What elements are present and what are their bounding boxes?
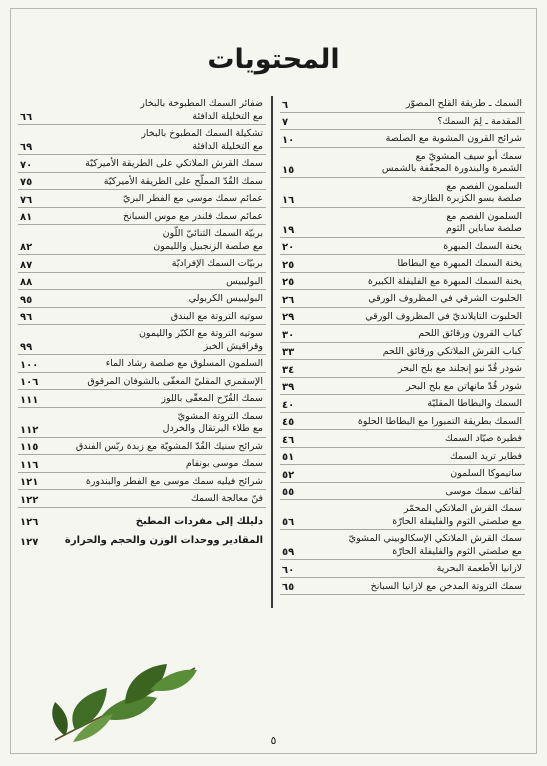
toc-column-left [18,96,266,550]
toc-entry-line: بربيّة السمك الثنائيّ اللّون [162,228,263,239]
laurel-leaves-icon [45,648,200,748]
toc-entry-line: مع طلاء البرتقال والخردل [162,423,263,434]
toc-page-number: ١١٦ [20,459,39,471]
column-divider [271,96,273,608]
toc-entry-line: يخنة السمك المبهرة [443,240,522,252]
toc-entry [18,174,266,191]
toc-page-number: ٩٩ [20,342,33,353]
toc-page-number: ٧٥ [20,177,33,188]
toc-entry-title [46,209,266,225]
toc-entry-title [308,309,525,325]
toc-entry [280,96,525,113]
toc-entry-line: شرائح سنيك القُدّ المشويّة مع زبدة ربّس الفندق [75,440,263,452]
toc-entry-title [46,391,266,407]
toc-entry [280,484,525,501]
toc-entry-line: مع صلصتي الثوم والفليفلة الحارّة [392,515,522,527]
toc-entry [280,114,525,131]
toc-page-number: ٨٨ [20,277,33,288]
toc-page-number: ١٩ [282,224,295,236]
toc-entry [280,149,525,178]
toc-page-number: ٣٤ [282,364,295,376]
toc-page-number: ٦٠ [282,564,295,576]
toc-entry-title [46,309,266,325]
toc-entry-line: مع صلصة الزنجبيل والليمون [153,240,263,252]
toc-entry-title [46,156,266,172]
toc-entry-title [46,514,266,530]
toc-entry-title [308,414,525,430]
toc-page-number: ١٢٧ [20,536,39,548]
toc-page-number: ٦٥ [282,582,295,593]
toc-entry-title [46,491,266,507]
toc-entry-line: الإسقمري المقليّ المعقّى بالشوفان المرقوق [87,375,263,387]
toc-entry-line: شرائح فيليه سمك موسى مع الفطر والبندورة [85,475,263,487]
toc-entry [280,379,525,396]
toc-entry [280,396,525,413]
toc-entry-line: دليلك إلى مفردات المطبخ [135,515,263,527]
toc-page-number: ٦ [282,99,289,111]
toc-entry [280,256,525,273]
toc-entry-title [308,274,525,290]
toc-entry-title [308,484,525,500]
toc-entry-line: السمك والبطاطا المقليّة [427,398,522,409]
toc-entry [280,414,525,431]
toc-entry [18,491,266,508]
toc-entry-line: سوتيه التروتة مع الكبّر والليمون [138,328,263,339]
toc-entry [280,131,525,148]
toc-entry [18,156,266,173]
toc-entry-line: كباب القرش الملاتكي ورقائق اللحم [382,345,522,357]
toc-entry-line: ضفائر السمك المطبوخة بالبخار [140,98,263,109]
toc-entry [18,439,266,456]
toc-entry-title [308,344,525,360]
toc-entry-title [46,174,266,190]
toc-page-number: ١٢٢ [20,494,39,506]
toc-page-number: ١٢٦ [20,517,39,528]
toc-entry-title [46,274,266,290]
toc-entry-title [46,533,266,549]
toc-entry-line: شودر قُدّ نيو إنجلند مع بلح البحر [397,363,522,374]
toc-entry [18,126,266,155]
toc-entry [18,291,266,308]
toc-entry-title [46,474,266,490]
toc-entry-title [308,114,525,130]
toc-entry-title [46,326,266,354]
toc-entry-line: فطيرة صيّاد السمك [444,433,522,444]
toc-entry-line: السمك بطريقة التمبورا مع البطاطا الحلوة [357,415,522,427]
toc-page-number: ١١٢ [20,424,39,436]
toc-entry-title [308,239,525,255]
toc-entry-line: البوليبيس [226,275,263,287]
toc-page-number: ٧ [282,117,289,128]
toc-entry-line: سمك القُرّح المعقّى باللوز [161,393,263,404]
toc-entry-title [46,256,266,272]
toc-entry-line: سمك التروتة المشويّ [177,410,263,422]
toc-entry [18,391,266,408]
toc-entry [18,309,266,326]
toc-entry-line: شودر قُدّ مانهاتن مع بلح البحر [406,380,522,392]
toc-entry-line: عمائم سمك فلندر مع موس السبانخ [123,210,263,222]
toc-entry-line: ساتيموكا السلمون [450,468,522,479]
toc-page-number: ٦٦ [20,112,33,123]
toc-entry-line: كباب القرون ورقائق اللحم [418,328,522,339]
toc-entry [18,533,266,549]
toc-entry-title [308,466,525,482]
toc-entry [280,274,525,291]
toc-page-number: ١٥ [282,164,295,176]
toc-page-number: ٣٠ [282,329,295,341]
toc-entry-title [308,561,525,577]
toc-entry [280,209,525,238]
toc-entry-line: بربيّات السمك الإفراديّة [171,258,263,269]
toc-page-number: ٢٥ [282,277,295,288]
toc-entry-line: الشمرة والبندورة المجفّفة بالشمس [381,163,522,174]
toc-entry-title [308,396,525,412]
toc-page-number: ١٦ [282,194,295,206]
toc-entry-line: السلمون الفصم مع [446,210,522,222]
toc-entry [280,361,525,378]
toc-entry-line: شرائح القرون المشوية مع الصلصة [385,133,522,144]
toc-entry-line: سوتيه التروتة مع البندق [170,310,263,322]
toc-entry-title [308,361,525,377]
toc-page-number: ١٠٦ [20,377,39,388]
toc-entry-title [308,501,525,529]
toc-entry-title [308,96,525,112]
toc-entry-line: السمك ـ طريقة القلح المصوّر [405,98,522,109]
toc-entry [280,561,525,578]
toc-entry-line: مع صلصتي الثوم والفليفلة الحارّة [392,545,522,557]
toc-entry-line: لفائف سمك موسى [445,485,522,497]
toc-entry-title [308,256,525,272]
toc-entry-line: صلصة بسو الكزبرة الطازجة [411,193,522,204]
toc-entry-line: السلمون المسلوق مع صلصة رشاد الماء [105,358,263,369]
toc-entry-line: سمك القرش الملاتكي المحمّر [403,503,522,514]
toc-page-number: ٥٥ [282,487,295,498]
toc-entry-line: فنّ معالجة السمك [190,493,263,504]
toc-entry-line: سمك القُدّ المملّح على الطريقة الأميركيّة [103,175,263,187]
toc-entry-title [308,326,525,342]
page-number: ٥ [270,734,277,747]
toc-page-number: ١١١ [20,394,39,406]
toc-entry [18,356,266,373]
toc-entry [18,409,266,438]
toc-entry [18,274,266,291]
toc-entry-title [46,96,266,124]
toc-entry-line: الحلبوت الشرقي في المظروف الورقي [368,293,522,304]
toc-entry [18,474,266,491]
toc-page-number: ٢٦ [282,294,295,306]
toc-entry-line: وقراقيش الخبز [203,340,263,352]
toc-entry-title [308,179,525,207]
toc-entry-line: مع التخليلة الدافئة [192,140,263,152]
toc-entry-title [308,209,525,237]
toc-entry-title [308,579,525,595]
toc-entry-title [308,531,525,559]
toc-page-number: ٢٥ [282,259,295,271]
toc-page-number: ٣٣ [282,347,295,358]
toc-page-number: ١٢١ [20,477,39,488]
toc-entry-line: سمك القرش الملاتكي الإسكالوبيني المشويّ [348,533,522,544]
toc-entry-title [46,456,266,472]
toc-entry-title [46,374,266,390]
toc-entry [280,179,525,208]
toc-page-number: ٢٩ [282,312,295,323]
toc-entry [280,449,525,466]
toc-entry [280,431,525,448]
toc-entry [18,96,266,125]
toc-page-number: ٨٧ [20,259,33,271]
toc-entry-title [308,379,525,395]
toc-entry [280,344,525,361]
toc-entry [280,466,525,483]
toc-entry-title [308,149,525,177]
toc-entry [18,514,266,530]
toc-page-number: ٨٢ [20,242,33,253]
toc-entry [280,501,525,530]
toc-entry-line: يخنة السمك المبهرة مع الفليفلة الكبيرة [367,275,522,287]
toc-page-number: ٥٢ [282,469,295,481]
toc-page-number: ٣٩ [282,382,295,393]
toc-entry-line: صلصة ساباين الثوم [445,223,522,234]
toc-page-number: ٥١ [282,452,295,463]
toc-page-number: ٤٦ [282,434,295,446]
toc-page-number: ٤٠ [282,399,295,411]
toc-entry-line: سمك أبو سيف المشويّ مع [415,150,522,162]
toc-entry [280,309,525,326]
toc-page-number: ٧٠ [20,159,33,171]
toc-entry [280,291,525,308]
toc-entry-line: المقدمة ـ لِمَ السمك؟ [437,115,522,127]
toc-entry-line: السلمون الفصم مع [446,180,522,192]
toc-entry-line: البوليبيس الكربولي [188,293,263,304]
toc-entry-title [46,226,266,254]
toc-entry-title [46,291,266,307]
toc-page-number: ٧٦ [20,194,33,206]
toc-page-number: ٨١ [20,212,33,223]
toc-entry-line: الحلبوت التايلانديّ في المظروف الورقي [365,310,522,322]
toc-page-number: ١١٥ [20,442,39,453]
toc-entry [18,209,266,226]
toc-entry [280,579,525,596]
toc-entry-line: يخنة السمك المبهرة مع البطاطا [397,258,522,269]
toc-entry-title [308,291,525,307]
toc-entry-line: تشكيلة السمك المطبوخ بالبخار [141,128,263,139]
toc-entry-title [46,191,266,207]
toc-entry-title [308,131,525,147]
toc-entry-title [46,439,266,455]
toc-entry-line: لازانيا الأطعمة البحرية [436,563,522,574]
toc-page-number: ٥٦ [282,517,295,528]
toc-entry-line: فطاير تريد السمك [449,450,522,462]
page-title: المحتويات [207,44,340,75]
toc-entry [18,374,266,391]
toc-page-number: ١٠٠ [20,359,39,371]
toc-entry [280,326,525,343]
toc-page-number: ١٠ [282,134,295,146]
toc-entry-title [308,449,525,465]
toc-page-number: ٢٠ [282,242,295,253]
toc-entry [280,239,525,256]
toc-entry [18,256,266,273]
toc-entry-line: مع التخليلة الدافئة [192,110,263,122]
toc-page-number: ٩٥ [20,294,33,306]
toc-page-number: ٦٩ [20,142,33,153]
toc-page-number: ٩٦ [20,312,33,323]
toc-page-number: ٤٥ [282,417,295,428]
toc-entry-title [46,409,266,437]
toc-entry [280,531,525,560]
toc-entry-line: عمائم سمك موسى مع الفطر البريّ [122,193,263,204]
toc-entry-title [46,126,266,154]
toc-entry-line: المقادير ووحدات الوزن والحجم والحرارة [64,535,263,546]
toc-entry-line: سمك موسى بونفام [185,458,263,469]
toc-entry [18,226,266,255]
toc-entry-line: سمك القرش الملاتكي على الطريقة الأميركيّة [85,158,263,169]
toc-entry [18,191,266,208]
toc-entry [18,456,266,473]
toc-column-right [280,96,525,596]
toc-page-number: ٥٩ [282,547,295,558]
toc-entry [18,326,266,355]
toc-entry-line: سمك التروتة المدخن مع لازانيا السبانخ [370,580,522,592]
toc-entry-title [308,431,525,447]
toc-entry-title [46,356,266,372]
